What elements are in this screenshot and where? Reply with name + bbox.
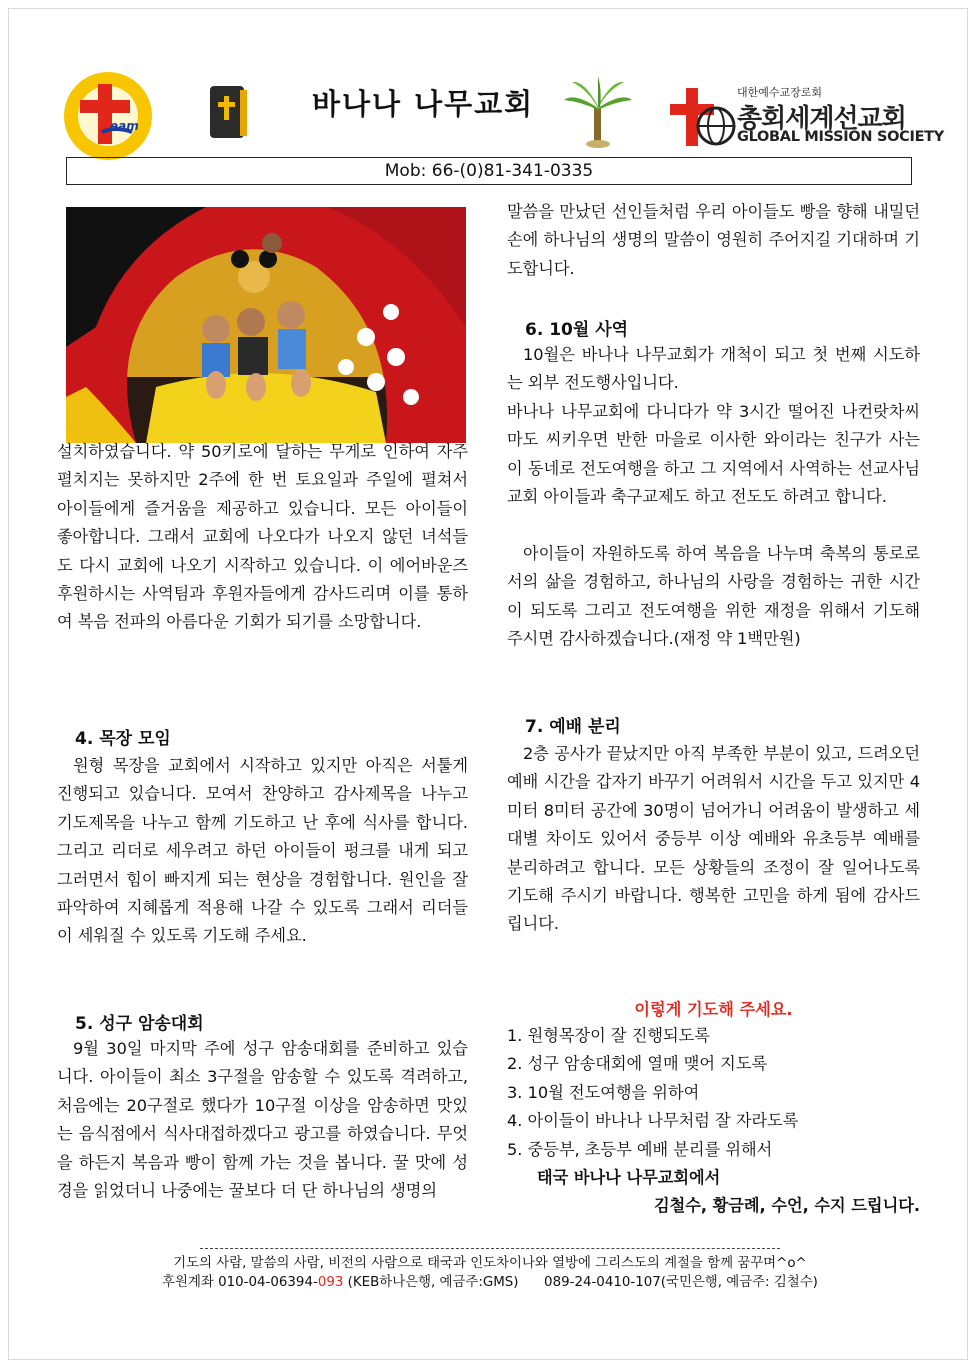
section5-body: 9월 30일 마지막 주에 성구 암송대회를 준비하고 있습니다. 아이들이 최소 3구절을 암송할 수 있도록 격려하고, 처음에는 20구절로 했다가 10구절 이상을 암송하면 맛있는 음식점에서 식사대접하겠다고 광고를 하였습니다. 무엇을 하든지 복음과 빵이 함께 가는 것을 봅니다. 꿀 맛에 성경을 읽었더니 나중에는 꿀보다 더 단 하나님의 생명의 (57, 1039, 468, 1201)
continuation-paragraph: 말씀을 만났던 선인들처럼 우리 아이들도 빵을 향해 내밀던 손에 하나님의 생명의 말씀이 영원히 주어지길 기대하며 기도합니다. (507, 202, 920, 278)
gms-english-name: GLOBAL MISSION SOCIETY (737, 129, 944, 145)
section7-heading: 7. 예배 분리 (525, 717, 621, 737)
prayer-item: 4. 아이들이 바나나 나무처럼 잘 자라도록 (507, 1111, 799, 1131)
section7-body: 2층 공사가 끝났지만 아직 부족한 부분이 있고, 드려오던 예배 시간을 갑자기 바꾸기 어려워서 시간을 두고 있지만 4미터 8미터 공간에 30명이 넘어가니 어려움이 발생하고 세대별 차이도 있어서 중등부 이상 예배와 유초등부 예배를 분리하려고 합니다. 모든 상황들의 조정이 잘 일어나도록 기도해 주시기 바랍니다. 행복한 고민을 하게 됨에 감사드립니다. (507, 744, 920, 934)
signature-names: 김철수, 황금례, 수언, 수지 드립니다. (653, 1196, 920, 1215)
footer-motto: 기도의 사람, 말씀의 사람, 비전의 사람으로 태국과 인도차이나와 열방에 그리스도의 계절을 함께 꿈꾸며^o^ (173, 1256, 807, 1271)
prayer-item: 1. 원형목장이 잘 진행되도록 (507, 1026, 710, 1045)
prayer-list (507, 1022, 920, 1164)
tea-mission-logo (62, 70, 154, 162)
section4-heading: 4. 목장 모임 (75, 729, 171, 749)
section6-p2: 바나나 나무교회에 다니다가 약 3시간 떨어진 나컨랏차씨마도 씨키우면 반한 마을로 이사한 와이라는 친구가 사는 이 동네로 전도여행을 하고 그 지역에서 사역하는 선교사님 교회 아이들과 축구교제도 하고 전도도 하려고 합니다. (507, 402, 920, 507)
prayer-item: 3. 10월 전도여행을 위하여 (507, 1082, 700, 1102)
footer-divider (200, 1248, 780, 1249)
section4-body: 원형 목장을 교회에서 시작하고 있지만 아직은 서툴게 진행되고 있습니다. 모여서 찬양하고 감사제목을 나누고 기도제목을 나누고 함께 기도하고 난 후에 식사를 합니다. 그리고 리더로 세우려고 하던 아이들이 펑크를 내게 되고 그러면서 힘이 빠지게 되는 현상을 경험합니다. 원인을 잘 파악하여 지혜롭게 적용해 나갈 수 있도록 그래서 리더들이 세워질 수 있도록 기도해 주세요. (57, 756, 468, 946)
prayer-item: 5. 중등부, 초등부 예배 분리를 위해서 (507, 1139, 773, 1159)
section6-p1: 10월은 바나나 나무교회가 개척이 되고 첫 번째 시도하는 외부 전도행사입니다. (507, 345, 920, 393)
intro-paragraph: 설치하였습니다. 약 50키로에 달하는 무게로 인하여 자주 펼치지는 못하지만 2주에 한 번 토요일과 주일에 펼쳐서 아이들에게 즐거움을 제공하고 있습니다. 모든 아이들이 좋아합니다. 그래서 교회에 나오다가 나오지 않던 녀석들도 다시 교회에 나오기 시작하고 있습니다. 이 에어바운즈 후원하시는 사역팀과 후원자들에게 감사드리며 이를 통하여 복음 전파의 아름다운 기회가 되기를 소망합니다. (57, 442, 468, 632)
svg-text:eam: eam (110, 119, 139, 133)
section6-p3: 아이들이 자원하도록 하여 복음을 나누며 축복의 통로로서의 삶을 경험하고, 하나님의 사랑을 경험하는 귀한 시간이 되도록 그리고 전도여행을 위한 재정을 위해서 기도해 주시면 감사하겠습니다.(재정 약 1백만원) (507, 544, 920, 649)
section5-heading: 5. 성구 암송대회 (75, 1014, 204, 1034)
gms-name: 총회세계선교회 (737, 104, 906, 134)
page-title: 바나나 나무교회 (312, 87, 535, 121)
mobile-number-box: Mob: 66-(0)81-341-0335 (66, 157, 912, 185)
gms-cross-globe-icon (668, 84, 738, 150)
signature-church: 태국 바나나 나무교회에서 (537, 1168, 721, 1187)
bounce-house-photo (66, 207, 466, 443)
account-rest: (KEB하나은행, 예금주:GMS) 089-24-0410-107(국민은행, 예금주: 김철수) (343, 1275, 818, 1290)
prayer-title: 이렇게 기도해 주세요. (634, 1000, 793, 1019)
gms-denomination: 대한예수교장로회 (737, 86, 823, 99)
banana-tree-icon (560, 74, 636, 150)
footer-accounts (0, 1271, 980, 1290)
account-red-digits: 093 (317, 1275, 344, 1290)
prayer-item: 2. 성구 암송대회에 열매 맺어 지도록 (507, 1054, 768, 1074)
account-label: 후원계좌 010-04-06394- (162, 1275, 318, 1290)
bible-icon (206, 84, 250, 142)
section6-heading: 6. 10월 사역 (525, 320, 629, 340)
